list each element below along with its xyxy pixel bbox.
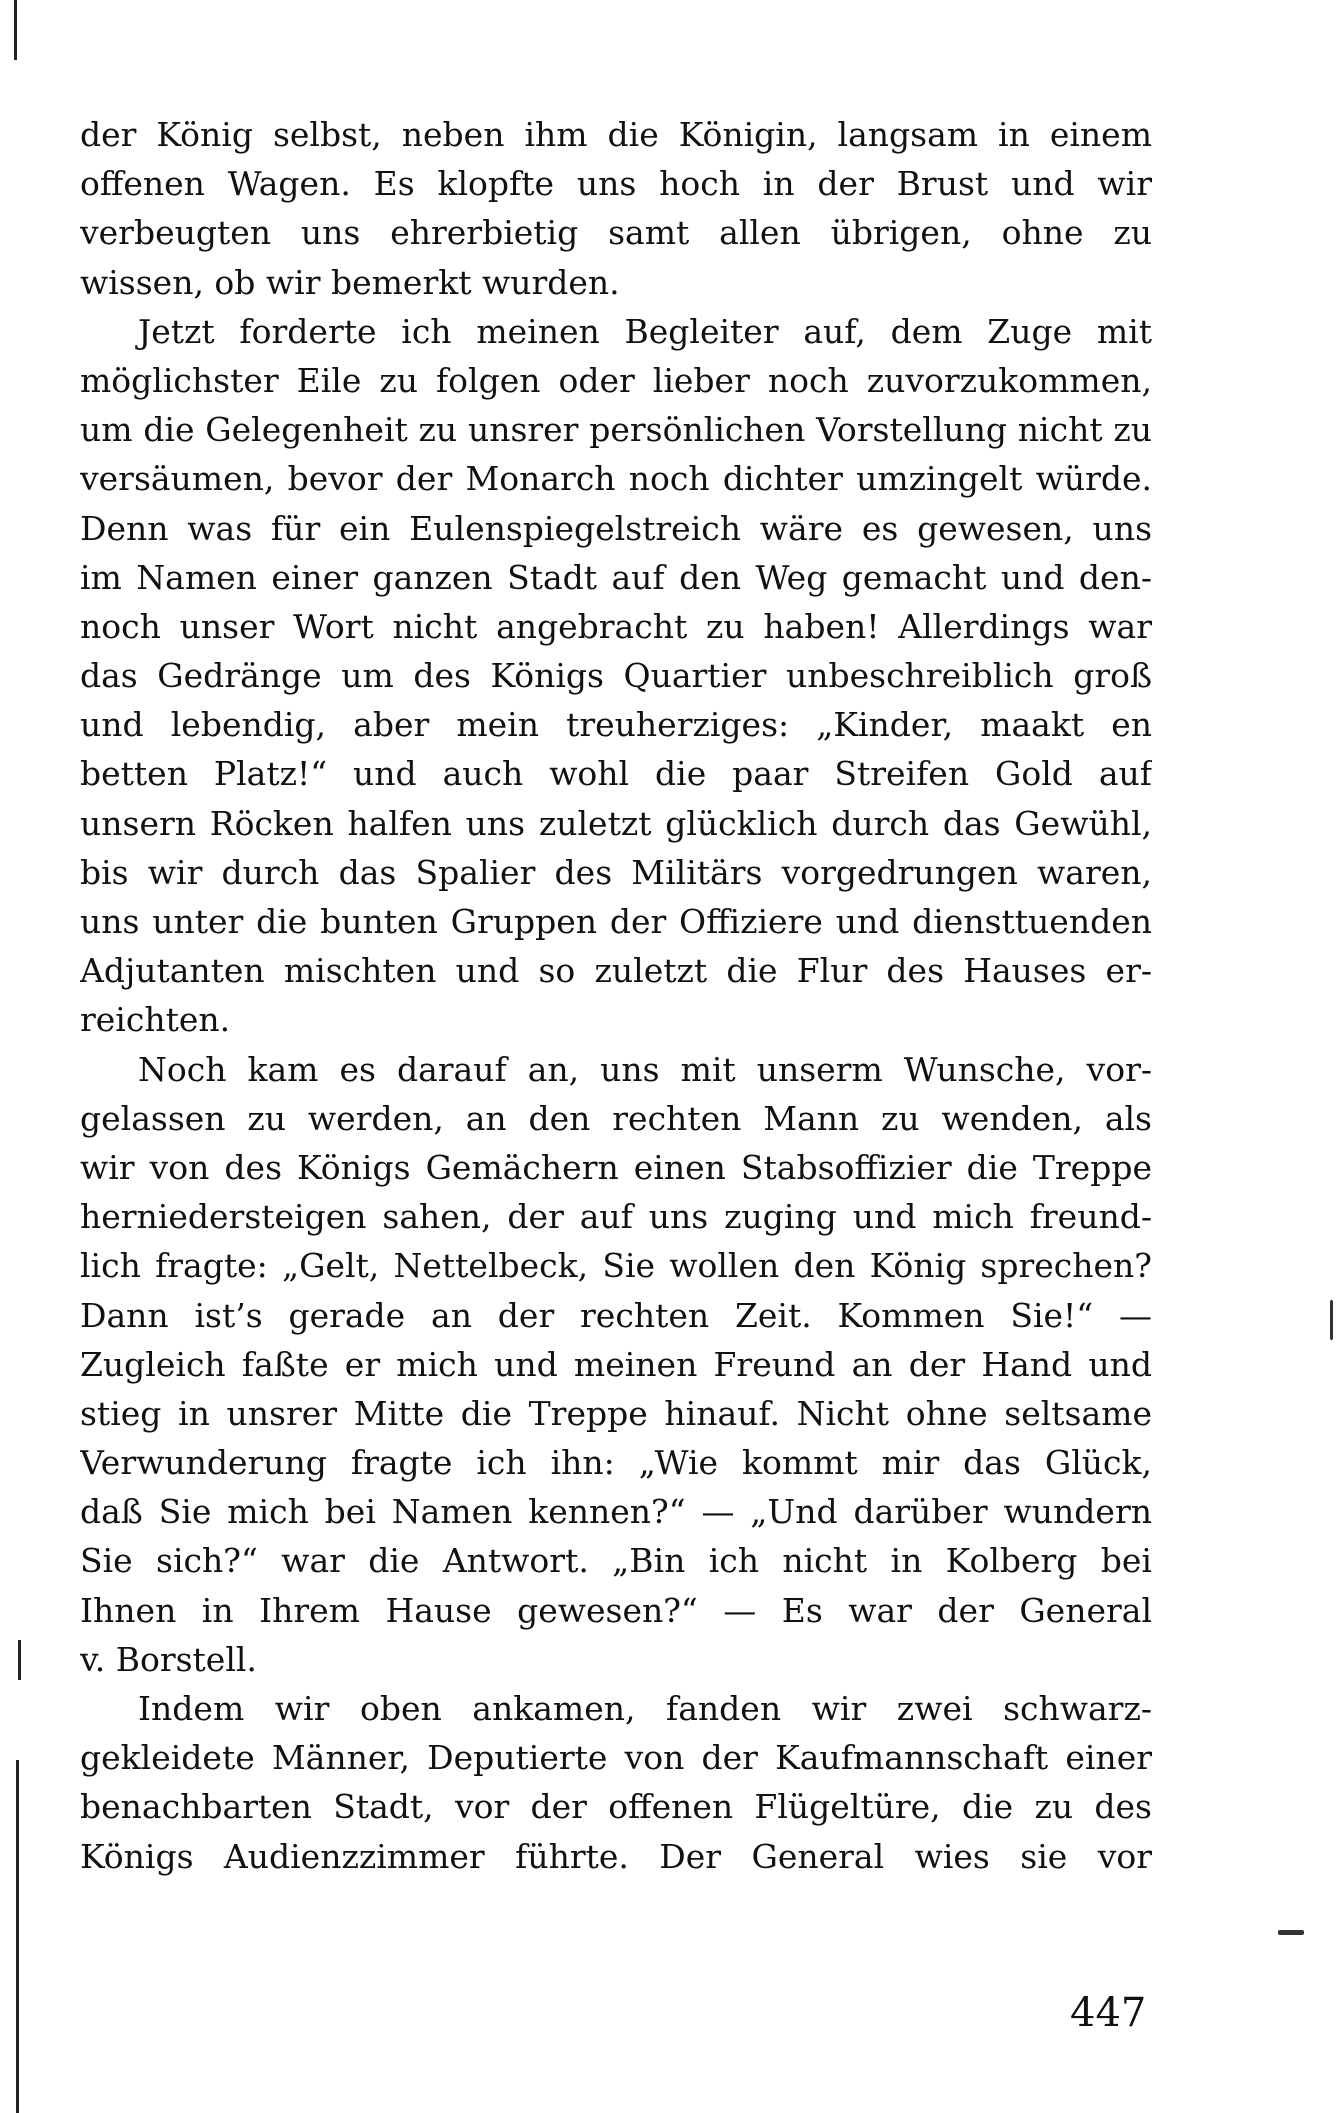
text-line: stieg in unsrer Mitte die Treppe hinauf. Nicht ohne seltsame (80, 1393, 1152, 1433)
text-line: im Namen einer ganzen Stadt auf den Weg gemacht und den- (80, 557, 1152, 597)
text-line: Verwunderung fragte ich ihn: „Wie kommt mir das Glück, (80, 1443, 1152, 1483)
text-line: das Gedränge um des Königs Quartier unbeschreiblich groß (80, 656, 1152, 696)
text-line: der König selbst, neben ihm die Königin, langsam in einem (80, 115, 1152, 154)
text-line: gelassen zu werden, an den rechten Mann zu wenden, als (80, 1098, 1152, 1138)
text-line: Indem wir oben ankamen, fanden wir zwei schwarz- (138, 1689, 1152, 1728)
text-line: bis wir durch das Spalier des Militärs vorgedrungen waren, (80, 852, 1152, 892)
text-line: uns unter die bunten Gruppen der Offiziere und diensttuenden (80, 902, 1152, 941)
text-line: Denn was für ein Eulenspiegelstreich wäre es gewesen, uns (80, 508, 1152, 548)
text-line: Zugleich faßte er mich und meinen Freund an der Hand und (80, 1344, 1152, 1384)
scan-edge-mark-middle (18, 1640, 21, 1680)
text-line: benachbarten Stadt, vor der offenen Flügeltüre, die zu des (80, 1787, 1152, 1827)
paragraph-1 (80, 110, 1152, 307)
text-line: Jetzt forderte ich meinen Begleiter auf, dem Zuge mit (138, 311, 1152, 351)
scan-speck-edge (1330, 1300, 1333, 1340)
scan-speck-right (1278, 1930, 1304, 1935)
text-line: wir von des Königs Gemächern einen Stabsoffizier die Treppe (80, 1147, 1152, 1187)
paragraph-4 (80, 1684, 1152, 1881)
paragraph-2 (80, 307, 1152, 1045)
text-line: wissen, ob wir bemerkt wurden. (80, 262, 620, 302)
text-line: verbeugten uns ehrerbietig samt allen übrigen, ohne zu (80, 213, 1152, 253)
page-number: 447 (1070, 1990, 1147, 2036)
text-line: daß Sie mich bei Namen kennen?“ — „Und darüber wundern (80, 1492, 1152, 1532)
scan-edge-mark-top (14, 0, 17, 60)
text-line: um die Gelegenheit zu unsrer persönlichen Vorstellung nicht zu (80, 410, 1152, 450)
text-line: v. Borstell. (80, 1639, 257, 1679)
text-line: Adjutanten mischten und so zuletzt die Flur des Hauses er- (80, 951, 1152, 991)
text-line: und lebendig, aber mein treuherziges: „Kinder, maakt en (80, 705, 1152, 745)
paragraph-3 (80, 1045, 1152, 1684)
text-line: Königs Audienzzimmer führte. Der General wies sie vor (80, 1836, 1152, 1876)
book-page (80, 110, 1152, 2036)
text-line: möglichster Eile zu folgen oder lieber noch zuvorzukommen, (80, 360, 1152, 400)
text-line: Noch kam es darauf an, uns mit unserm Wunsche, vor- (138, 1049, 1152, 1089)
text-line: betten Platz!“ und auch wohl die paar Streifen Gold auf (80, 754, 1152, 794)
text-line: noch unser Wort nicht angebracht zu haben! Allerdings war (80, 606, 1152, 646)
text-line: Ihnen in Ihrem Hause gewesen?“ — Es war der General (80, 1590, 1152, 1630)
body-text (80, 110, 1152, 1881)
text-line: unsern Röcken halfen uns zuletzt glücklich durch das Gewühl, (80, 803, 1152, 843)
text-line: reichten. (80, 1000, 231, 1040)
text-line: offenen Wagen. Es klopfte uns hoch in der Brust und wir (80, 164, 1152, 204)
text-line: herniedersteigen sahen, der auf uns zuging und mich freund- (80, 1197, 1152, 1237)
scan-edge-mark-bottom (16, 1760, 19, 2113)
text-line: versäumen, bevor der Monarch noch dichter umzingelt würde. (80, 459, 1152, 499)
text-line: Sie sich?“ war die Antwort. „Bin ich nicht in Kolberg bei (80, 1541, 1152, 1581)
text-line: gekleidete Männer, Deputierte von der Kaufmannschaft einer (80, 1738, 1152, 1778)
text-line: lich fragte: „Gelt, Nettelbeck, Sie wollen den König sprechen? (80, 1246, 1152, 1286)
text-line: Dann ist’s gerade an der rechten Zeit. Kommen Sie!“ — (80, 1295, 1152, 1335)
